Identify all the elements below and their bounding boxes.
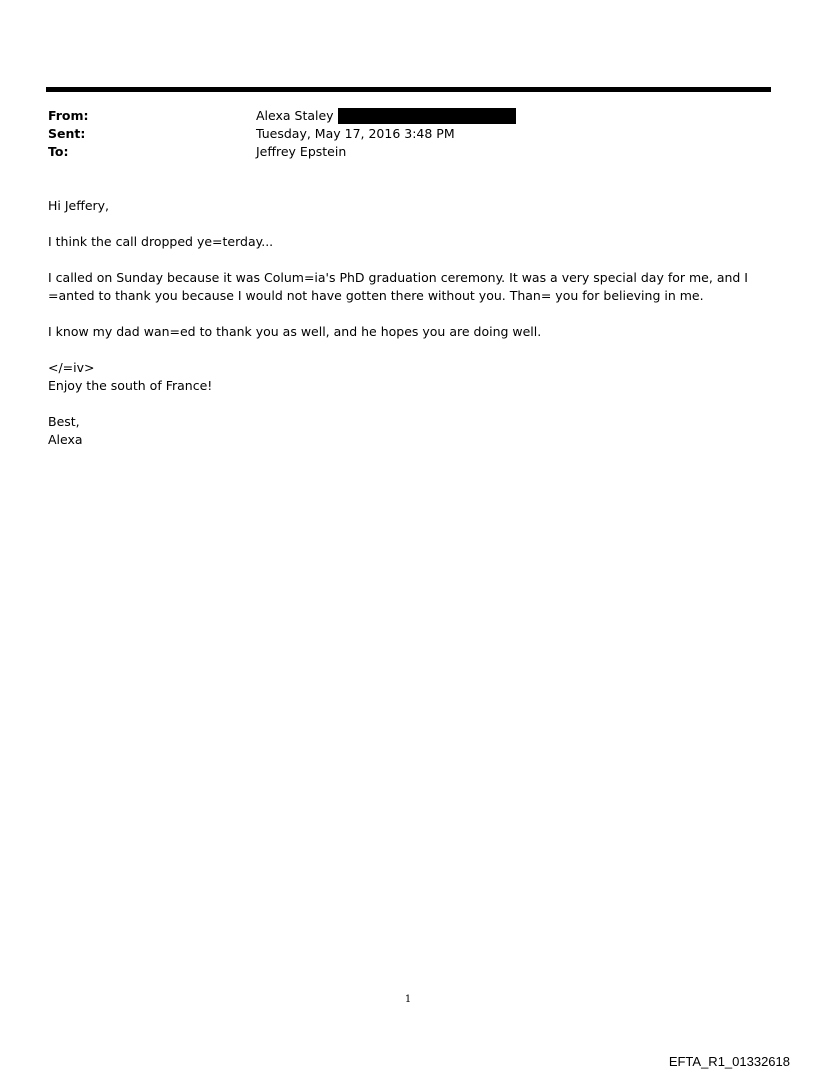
page-number: 1 (404, 994, 412, 1005)
body-paragraph-3: I know my dad wan=ed to thank you as well, and he hopes you are doing well. (48, 324, 542, 339)
signature: Alexa (48, 432, 83, 447)
from-value: Alexa Staley (256, 108, 334, 123)
sent-label: Sent: (48, 126, 86, 141)
html-artifact: </=iv> (48, 360, 95, 375)
document-id: EFTA_R1_01332618 (668, 1054, 790, 1069)
body-paragraph-1: I think the call dropped ye=terday... (48, 234, 274, 249)
closing: Best, (48, 414, 80, 429)
redaction-box (338, 108, 516, 124)
from-value-wrap (256, 107, 516, 125)
to-label: To: (48, 144, 69, 159)
to-value: Jeffrey Epstein (256, 144, 347, 159)
body-paragraph-4: Enjoy the south of France! (48, 378, 213, 393)
sent-value: Tuesday, May 17, 2016 3:48 PM (256, 126, 455, 141)
from-label: From: (48, 108, 89, 123)
greeting: Hi Jeffery, (48, 198, 110, 213)
body-paragraph-2: I called on Sunday because it was Colum=ia's PhD graduation ceremony. It was a very special day for me, and I =anted to thank you because I would not have gotten there without you. Than= you for believing in me. (48, 270, 752, 303)
header-divider (46, 87, 771, 92)
